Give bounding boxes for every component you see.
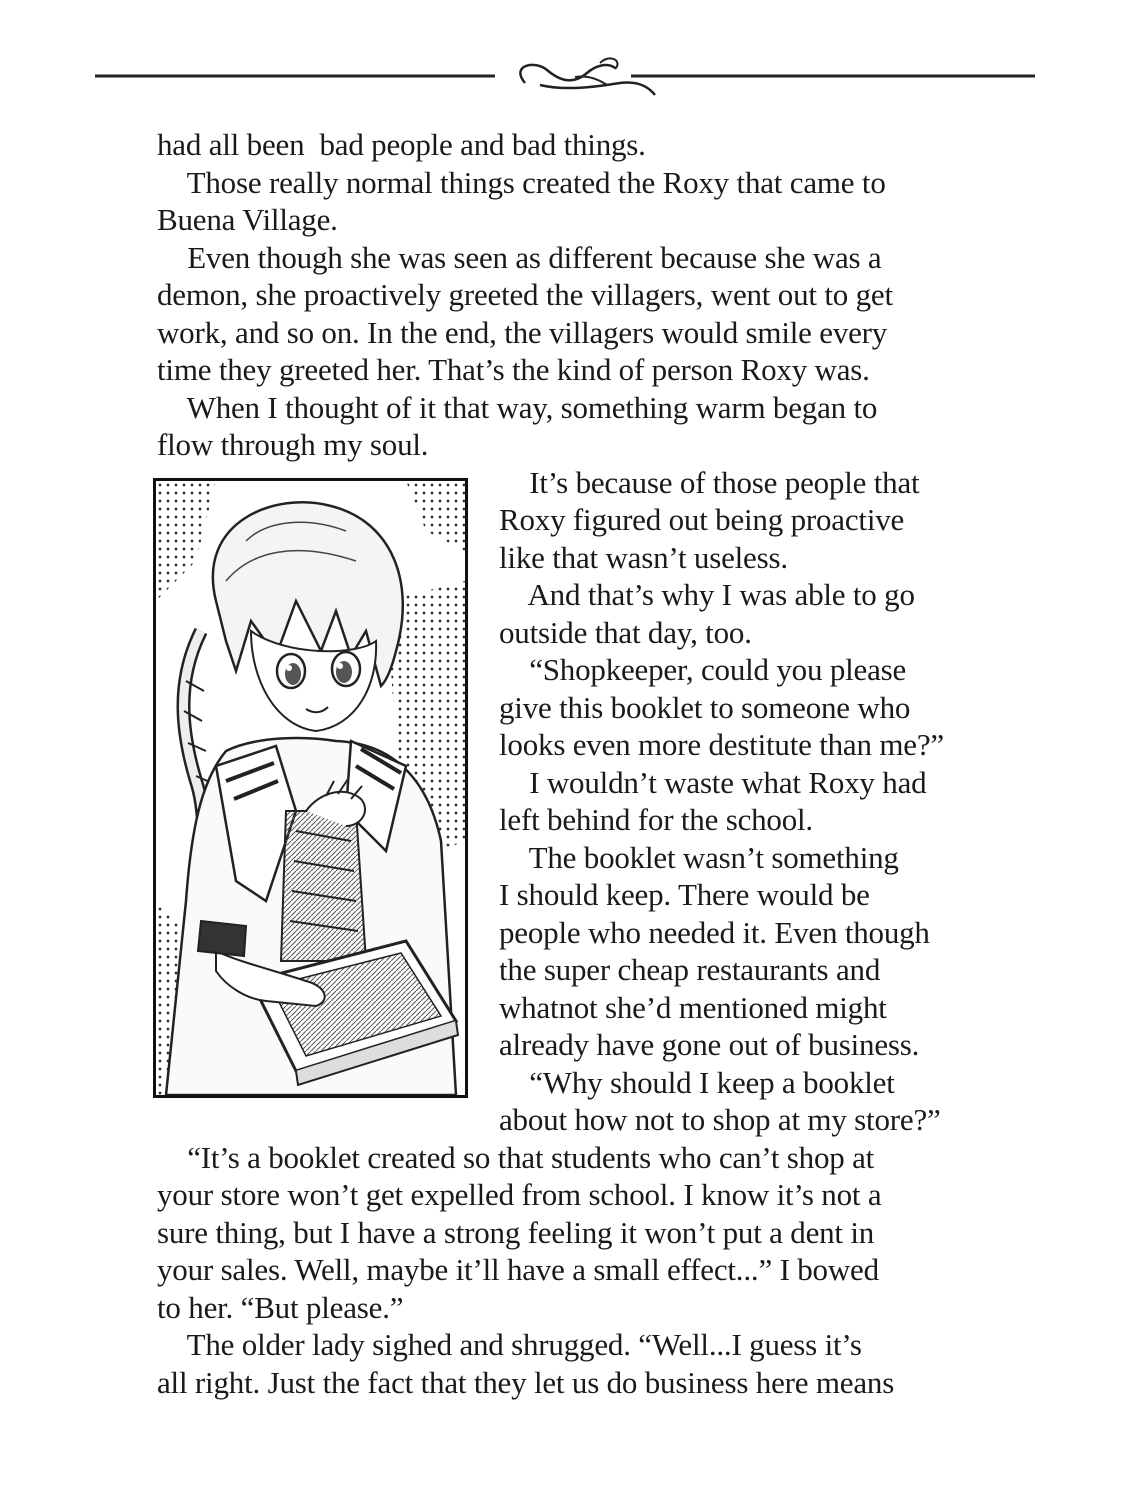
character-illustration <box>153 478 468 1098</box>
text-line: people who needed it. Even though <box>499 915 930 950</box>
text-line: give this booklet to someone who <box>499 690 911 725</box>
text-line: your sales. Well, maybe it’ll have a small effect...” I bowed <box>157 1252 879 1287</box>
text-line: “It’s a booklet created so that students who can’t shop at <box>157 1140 875 1175</box>
text-line: Those really normal things created the Roxy that came to <box>157 165 886 200</box>
text-line: sure thing, but I have a strong feeling it won’t put a dent in <box>157 1215 875 1250</box>
text-line: the super cheap restaurants and <box>499 952 881 987</box>
text-line: It’s because of those people that <box>499 465 920 500</box>
text-line: “Why should I keep a booklet <box>499 1065 895 1100</box>
text-line: Buena Village. <box>157 202 338 237</box>
text-line: I wouldn’t waste what Roxy had <box>499 765 927 800</box>
text-line: outside that day, too. <box>499 615 752 650</box>
text-line: The booklet wasn’t something <box>499 840 899 875</box>
text-line: all right. Just the fact that they let us do business here means <box>157 1365 895 1400</box>
text-line: time they greeted her. That’s the kind of person Roxy was. <box>157 352 870 387</box>
ornament-divider <box>95 55 1035 105</box>
text-line: to her. “But please.” <box>157 1290 404 1325</box>
text-line: “Shopkeeper, could you please <box>499 652 907 687</box>
text-line: your store won’t get expelled from school. I know it’s not a <box>157 1177 882 1212</box>
text-line: I should keep. There would be <box>499 877 870 912</box>
text-line: had all been bad people and bad things. <box>157 127 646 162</box>
text-line: demon, she proactively greeted the villagers, went out to get <box>157 277 893 312</box>
text-line: And that’s why I was able to go <box>499 577 915 612</box>
illustration-art <box>156 481 465 1095</box>
text-line: work, and so on. In the end, the villagers would smile every <box>157 315 888 350</box>
text-line: Even though she was seen as different because she was a <box>157 240 882 275</box>
text-line: The older lady sighed and shrugged. “Well...I guess it’s <box>157 1327 862 1362</box>
text-line: left behind for the school. <box>499 802 813 837</box>
text-line: flow through my soul. <box>157 427 429 462</box>
text-line: Roxy figured out being proactive <box>499 502 905 537</box>
text-line: already have gone out of business. <box>499 1027 920 1062</box>
text-line: looks even more destitute than me?” <box>499 727 944 762</box>
text-line: whatnot she’d mentioned might <box>499 990 887 1025</box>
text-line: like that wasn’t useless. <box>499 540 788 575</box>
text-line: about how not to shop at my store?” <box>499 1102 941 1137</box>
text-line: When I thought of it that way, something warm began to <box>157 390 878 425</box>
